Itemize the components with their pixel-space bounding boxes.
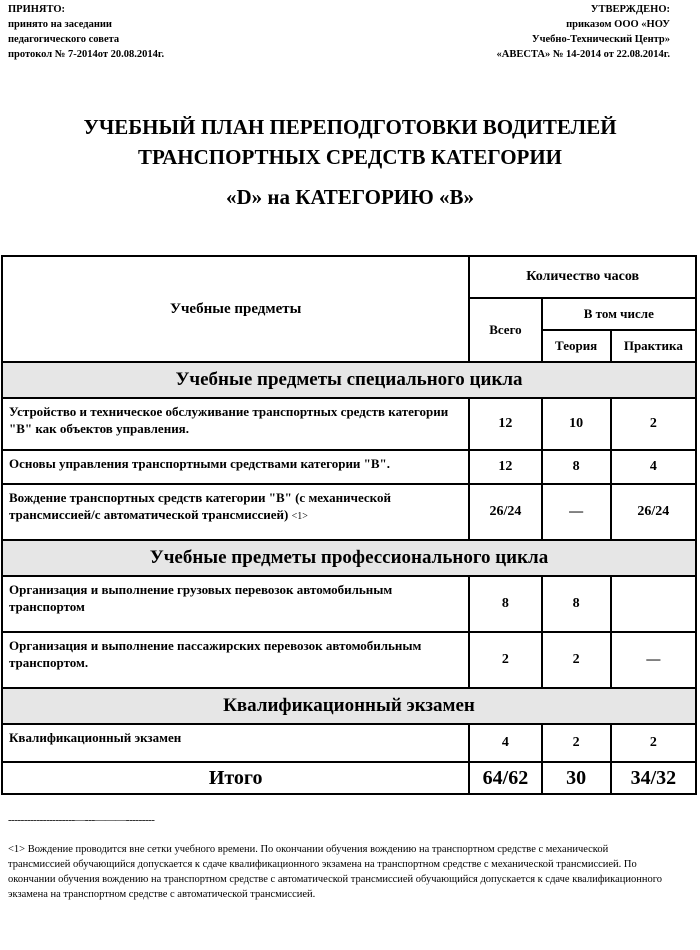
hours-theory: —: [542, 484, 611, 540]
approval-left-protocol: протокол № 7-2014от 20.08.2014г.: [8, 49, 165, 60]
table-row: [2, 450, 696, 484]
header-practice: Практика: [611, 330, 696, 362]
hours-total: 8: [469, 576, 541, 632]
document-title-line-1: УЧЕБНЫЙ ПЛАН ПЕРЕПОДГОТОВКИ ВОДИТЕЛЕЙ: [83, 115, 617, 139]
curriculum-table: [1, 255, 697, 795]
approval-block-left: [8, 2, 164, 62]
hours-practice: 2: [611, 724, 696, 762]
footnote-ref: <1>: [291, 511, 308, 522]
hours-theory: 10: [542, 398, 611, 450]
table-row: [2, 632, 696, 688]
subject-name: Организация и выполнение пассажирских перевозок автомобильным транспортом.: [2, 632, 469, 688]
header-total: Всего: [469, 298, 541, 362]
section-special-cycle: Учебные предметы специального цикла: [2, 362, 696, 398]
header-including: В том числе: [542, 298, 696, 330]
approval-block-right: [496, 2, 670, 62]
hours-practice: —: [611, 632, 696, 688]
subject-name: Квалификационный экзамен: [2, 724, 469, 762]
header-hours: Количество часов: [469, 256, 696, 298]
section-professional-cycle: Учебные предметы профессионального цикла: [2, 540, 696, 576]
hours-theory: 2: [542, 724, 611, 762]
total-row: [2, 762, 696, 794]
section-exam: Квалификационный экзамен: [2, 688, 696, 724]
table-header-row: [2, 256, 696, 298]
footnote-text: <1> Вождение проводится вне сетки учебного времени. По окончании обучения вождению на транспортном средстве с механической трансмиссией обучающийся допускается к сдаче квалификационного экзамена на транспортном средстве с механической трансмиссией. По окончании обучения вождению на транспортном средстве с автоматической трансмиссией обучающийся допускается к сдаче квалификационного экзамена на транспортном средстве с автоматической трансмиссией.: [8, 844, 663, 900]
hours-practice: [611, 576, 696, 632]
section-row: [2, 362, 696, 398]
total-theory: 30: [542, 762, 611, 794]
header-theory: Теория: [542, 330, 611, 362]
approval-right-line: приказом ООО «НОУ: [566, 19, 670, 30]
subject-name: Организация и выполнение грузовых перевозок автомобильным транспортом: [2, 576, 469, 632]
table-row: [2, 398, 696, 450]
document-title-line-2: ТРАНСПОРТНЫХ СРЕДСТВ КАТЕГОРИИ: [137, 145, 563, 169]
total-practice: 34/32: [611, 762, 696, 794]
hours-practice: 26/24: [611, 484, 696, 540]
subject-name-text: Вождение транспортных средств категории "B" (с механической трансмиссией/с автоматической трансмиссией): [9, 490, 391, 522]
hours-total: 4: [469, 724, 541, 762]
header-subjects: Учебные предметы: [2, 256, 469, 362]
approval-right-order: «АВЕСТА» № 14-2014 от 22.08.2014г.: [496, 49, 670, 60]
total-label: Итого: [2, 762, 469, 794]
approval-left-heading: ПРИНЯТО:: [8, 4, 66, 15]
approval-left-line: принято на заседании: [8, 19, 112, 30]
hours-total: 12: [469, 450, 541, 484]
section-row: [2, 688, 696, 724]
hours-theory: 8: [542, 576, 611, 632]
subject-name: Устройство и техническое обслуживание транспортных средств категории "B" как объектов управления.: [2, 398, 469, 450]
subject-name: [2, 484, 469, 540]
total-hours: 64/62: [469, 762, 541, 794]
hours-practice: 2: [611, 398, 696, 450]
table-row: [2, 724, 696, 762]
footnote-separator: ---------------------—---———---------: [8, 814, 155, 826]
approval-left-line: педагогического совета: [8, 34, 120, 45]
hours-theory: 8: [542, 450, 611, 484]
hours-total: 12: [469, 398, 541, 450]
approval-right-line: Учебно-Технический Центр»: [531, 34, 670, 45]
table-row: [2, 576, 696, 632]
subject-name: Основы управления транспортными средствами категории "B".: [2, 450, 469, 484]
approval-right-heading: УТВЕРЖДЕНО:: [590, 4, 670, 15]
hours-total: 2: [469, 632, 541, 688]
hours-practice: 4: [611, 450, 696, 484]
hours-theory: 2: [542, 632, 611, 688]
table-row: [2, 484, 696, 540]
section-row: [2, 540, 696, 576]
document-title-line-3: «D» на КАТЕГОРИЮ «B»: [225, 185, 475, 209]
hours-total: 26/24: [469, 484, 541, 540]
